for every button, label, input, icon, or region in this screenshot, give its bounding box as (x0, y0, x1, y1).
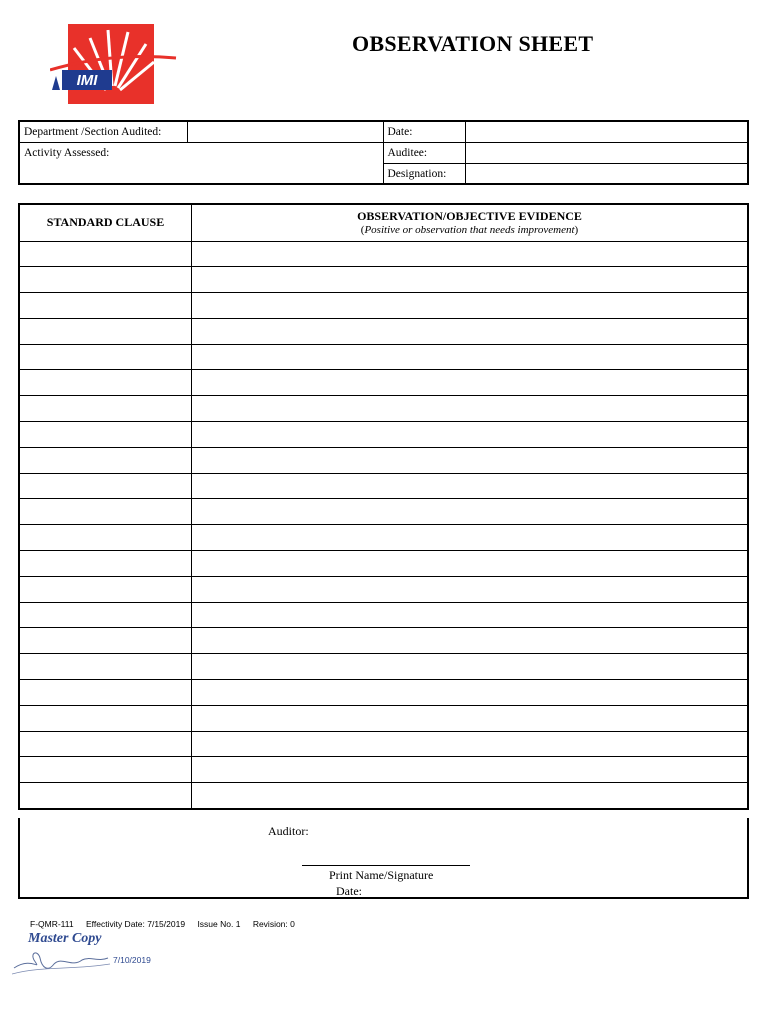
standard-clause-cell[interactable] (19, 602, 192, 628)
standard-clause-cell[interactable] (19, 783, 192, 809)
table-row (19, 525, 748, 551)
signature-date-line[interactable] (368, 897, 434, 898)
standard-clause-cell[interactable] (19, 499, 192, 525)
page-title: OBSERVATION SHEET (352, 31, 594, 56)
department-field[interactable] (187, 121, 383, 142)
print-name-label: Print Name/Signature (329, 868, 434, 882)
observation-cell[interactable] (192, 267, 749, 293)
table-row (19, 628, 748, 654)
observation-cell[interactable] (192, 525, 749, 551)
observation-cell[interactable] (192, 680, 749, 706)
table-row (19, 499, 748, 525)
activity-label: Activity Assessed: (24, 146, 110, 159)
designation-field[interactable] (465, 163, 748, 184)
auditee-field[interactable] (465, 142, 748, 163)
standard-clause-cell[interactable] (19, 241, 192, 267)
table-row (19, 293, 748, 319)
table-row (19, 705, 748, 731)
form-code: F-QMR-111 (30, 919, 74, 929)
standard-clause-cell[interactable] (19, 628, 192, 654)
observation-cell[interactable] (192, 344, 749, 370)
observation-header-title: OBSERVATION/OBJECTIVE EVIDENCE (357, 209, 582, 224)
table-row (19, 731, 748, 757)
signature-date-label: Date: (336, 884, 362, 898)
observation-cell[interactable] (192, 628, 749, 654)
department-label: Department /Section Audited: (19, 121, 187, 142)
table-row (19, 396, 748, 422)
observation-cell[interactable] (192, 499, 749, 525)
table-row (19, 757, 748, 783)
standard-clause-cell[interactable] (19, 705, 192, 731)
table-row (19, 680, 748, 706)
standard-clause-cell[interactable] (19, 447, 192, 473)
issue-number: Issue No. 1 (197, 919, 241, 929)
observation-cell[interactable] (192, 602, 749, 628)
observation-cell[interactable] (192, 473, 749, 499)
observation-cell[interactable] (192, 757, 749, 783)
designation-label: Designation: (383, 163, 465, 184)
standard-clause-cell[interactable] (19, 525, 192, 551)
standard-clause-cell[interactable] (19, 267, 192, 293)
logo-text: IMI (76, 72, 98, 89)
table-row (19, 447, 748, 473)
table-row (19, 576, 748, 602)
signature-block (18, 818, 749, 899)
activity-field[interactable] (19, 142, 383, 184)
table-row (19, 241, 748, 267)
table-row (19, 318, 748, 344)
table-row (19, 370, 748, 396)
auditor-label: Auditor: (268, 824, 309, 838)
standard-clause-cell[interactable] (19, 370, 192, 396)
table-row (19, 602, 748, 628)
observation-cell[interactable] (192, 654, 749, 680)
auditee-label: Auditee: (383, 142, 465, 163)
observation-cell[interactable] (192, 551, 749, 577)
table-row (19, 551, 748, 577)
standard-clause-cell[interactable] (19, 473, 192, 499)
revision-number: Revision: 0 (252, 919, 295, 929)
standard-clause-cell[interactable] (19, 396, 192, 422)
table-row (19, 422, 748, 448)
observation-cell[interactable] (192, 422, 749, 448)
date-field[interactable] (465, 121, 748, 142)
observation-table (18, 203, 749, 810)
imi-logo (50, 18, 180, 106)
table-row (19, 654, 748, 680)
standard-clause-cell[interactable] (19, 422, 192, 448)
observation-cell[interactable] (192, 241, 749, 267)
observation-cell[interactable] (192, 705, 749, 731)
stamp-date: 7/10/2019 (113, 955, 151, 965)
observation-cell[interactable] (192, 783, 749, 809)
table-row (19, 473, 748, 499)
header-info-table (18, 120, 749, 185)
master-copy-stamp: Master Copy (28, 931, 102, 946)
effectivity-date: Effectivity Date: 7/15/2019 (85, 919, 186, 929)
paren-open: ( (360, 224, 365, 237)
standard-clause-cell[interactable] (19, 344, 192, 370)
standard-clause-cell[interactable] (19, 551, 192, 577)
observation-header-subtitle: Positive or observation that needs improvement (364, 224, 575, 237)
table-row (19, 344, 748, 370)
observation-cell[interactable] (192, 731, 749, 757)
observation-cell[interactable] (192, 396, 749, 422)
standard-clause-cell[interactable] (19, 654, 192, 680)
standard-clause-cell[interactable] (19, 680, 192, 706)
standard-clause-cell[interactable] (19, 318, 192, 344)
date-label: Date: (383, 121, 465, 142)
standard-clause-header: STANDARD CLAUSE (19, 204, 192, 241)
observation-cell[interactable] (192, 447, 749, 473)
form-footer (30, 919, 305, 929)
observation-cell[interactable] (192, 293, 749, 319)
table-row (19, 783, 748, 809)
observation-cell[interactable] (192, 576, 749, 602)
signature-line[interactable] (302, 865, 470, 866)
observation-cell[interactable] (192, 318, 749, 344)
standard-clause-cell[interactable] (19, 757, 192, 783)
standard-clause-cell[interactable] (19, 731, 192, 757)
paren-close: ) (574, 224, 579, 237)
standard-clause-cell[interactable] (19, 293, 192, 319)
observation-cell[interactable] (192, 370, 749, 396)
observation-header (192, 204, 749, 241)
standard-clause-cell[interactable] (19, 576, 192, 602)
signature-scribble (12, 946, 112, 976)
table-row (19, 267, 748, 293)
